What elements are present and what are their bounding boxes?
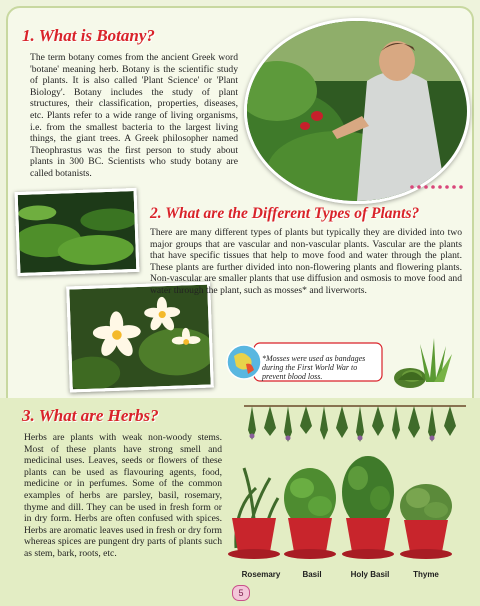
divider-dots (410, 185, 470, 189)
section-3-body: Herbs are plants with weak non-woody stems. Most of these plants have strong smell and medicinal uses. Leaves, seeds or flowers of these plants can be used as flavouring agents, food, medicine or in perfumes. Some of the common examples of herbs are parsley, basil, rosemary, thyme and dill. They can be used in fresh form or in dry form. Herbs are often confused with spices. Herbs are aromatic leaves used in fresh or dry form whereas spices are pungent dry parts of plants such as stem, bark, roots, etc. (24, 432, 222, 559)
page-number: 5 (232, 585, 250, 601)
pot-label-rosemary: Rosemary (241, 570, 281, 579)
pot-label-holy-basil: Holy Basil (350, 570, 390, 579)
section-1-heading: 1. What is Botany? (22, 26, 155, 45)
section-3-heading: 3. What are Herbs? (22, 406, 159, 425)
botanist-photo (244, 18, 470, 204)
section-2-body: There are many different types of plants but typically they are divided into two major groups that are vascular and non-vascular plants. Vascular are the plants that have specific tissues that help to move food and water through the plant. These plants are further divided into non-flowering plants and flowering plants. Non-vascular are smaller plants that use diffusion and osmosis to move food and water through the plant, such as mosses* and liverworts. (150, 227, 462, 296)
moss-plant-illustration (390, 334, 462, 388)
moss-fact-note: *Mosses were used as bandages during the First World War to prevent blood loss. (262, 354, 366, 382)
flower-photo (66, 282, 214, 393)
section-2-heading: 2. What are the Different Types of Plants? (150, 205, 420, 222)
herb-pots-illustration (226, 448, 466, 568)
pot-label-basil: Basil (302, 570, 322, 579)
pot-label-thyme: Thyme (413, 570, 439, 579)
section-1-body: The term botany comes from the ancient Greek word 'botane' meaning herb. Botany is the scientific study of plants. It is also called 'Plant Science' or 'Plant Biology'. Botany includes the study of plant structures, their classification, properties, diseases, etc. Plants refer to a wide range of living organisms, i.e. from the smallest bacteria to the largest living things, the giant trees. A Greek philosopher named Theophrastus was the first person to study about plants in 300 BC. Scientists who study botany are called botanists. (30, 52, 238, 179)
moss-photo (15, 188, 140, 276)
hanging-herbs-illustration (244, 400, 466, 446)
